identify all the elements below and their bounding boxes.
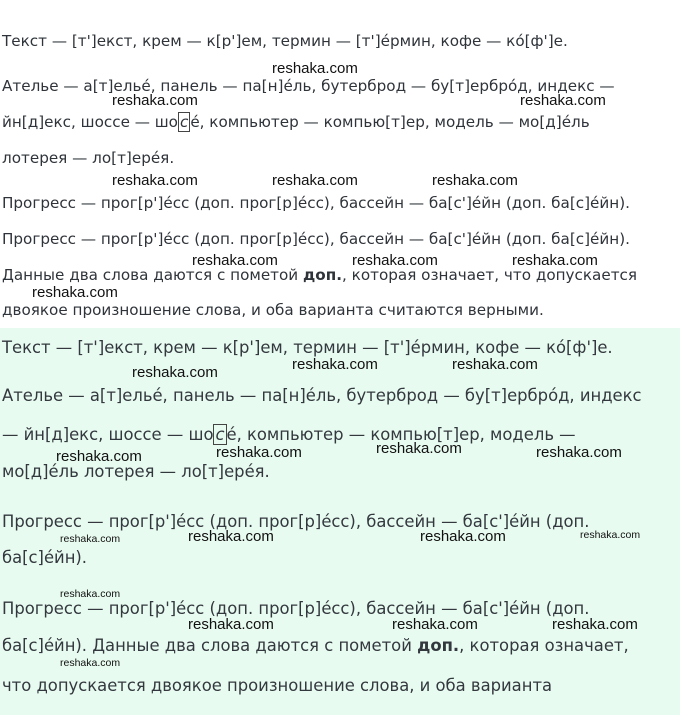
watermark: reshaka.com (432, 172, 518, 189)
text-line: двоякое произношение слова, и оба варианта считаются верными. (2, 301, 544, 319)
watermark: reshaka.com (272, 172, 358, 189)
bold-abbreviation: доп. (417, 636, 460, 655)
answer-section-1 (0, 0, 680, 328)
text-line (2, 113, 590, 131)
watermark: reshaka.com (188, 528, 274, 545)
watermark: reshaka.com (132, 364, 218, 381)
watermark: reshaka.com (580, 529, 641, 541)
text-line: ба[с]éйн). (2, 548, 88, 567)
watermark: reshaka.com (216, 444, 302, 461)
watermark: reshaka.com (452, 356, 538, 373)
text-fragment: , которая означает, (459, 636, 629, 655)
watermark: reshaka.com (56, 448, 142, 465)
answer-section-2 (0, 328, 680, 715)
text-line (2, 425, 576, 444)
text-line: Текст — [т']екст, крем — к[р']ем, термин — [т']éрмин, кофе — кó[ф']е. (2, 32, 568, 50)
text-fragment: é, компьютер — компью[т]ер, модель — (226, 425, 576, 444)
watermark: reshaka.com (60, 657, 121, 669)
text-line: лотерея — ло[т]ерéя. (2, 149, 175, 167)
watermark: reshaka.com (32, 284, 118, 301)
watermark: reshaka.com (376, 440, 462, 457)
watermark: reshaka.com (512, 252, 598, 269)
text-fragment: , которая означает, что допускается (341, 266, 638, 284)
bold-abbreviation: доп. (303, 266, 342, 284)
watermark: reshaka.com (420, 528, 506, 545)
watermark: reshaka.com (552, 616, 638, 633)
text-line: Прогресс — прог[р']éсс (доп. прог[р]éсс), бассейн — ба[с']éйн (доп. (2, 512, 590, 531)
text-fragment: Данные два слова даются с пометой (2, 266, 304, 284)
watermark: reshaka.com (188, 616, 274, 633)
boxed-letter: с (215, 425, 225, 444)
watermark: reshaka.com (272, 60, 358, 77)
text-line: Прогресс — прог[р']éсс (доп. прог[р]éсс), бассейн — ба[с']éйн (доп. ба[с]éйн). (2, 194, 630, 212)
text-line: Прогресс — прог[р']éсс (доп. прог[р]éсс), бассейн — ба[с']éйн (доп. ба[с]éйн). (2, 230, 630, 248)
text-line: Прогресс — прог[р']éсс (доп. прог[р]éсс), бассейн — ба[с']éйн (доп. (2, 599, 590, 618)
watermark: reshaka.com (112, 172, 198, 189)
text-fragment: йн[д]екс, шоссе — шо (2, 113, 178, 131)
boxed-letter: с (179, 113, 189, 131)
text-line: Ателье — а[т]ельé, панель — па[н]éль, бутерброд — бу[т]ербрóд, индекс — (2, 77, 615, 95)
watermark: reshaka.com (352, 252, 438, 269)
watermark: reshaka.com (192, 252, 278, 269)
watermark: reshaka.com (536, 444, 622, 461)
text-fragment: ба[с]éйн). Данные два слова даются с пометой (2, 636, 418, 655)
watermark: reshaka.com (520, 92, 606, 109)
watermark: reshaka.com (392, 616, 478, 633)
text-line: что допускается двоякое произношение слова, и оба варианта (2, 676, 553, 695)
watermark: reshaka.com (112, 92, 198, 109)
text-line: Текст — [т']екст, крем — к[р']ем, термин — [т']éрмин, кофе — кó[ф']е. (2, 338, 613, 357)
text-fragment: é, компьютер — компью[т]ер, модель — мо[д]éль (190, 113, 590, 131)
text-fragment: — йн[д]екс, шоссе — шо (2, 425, 214, 444)
text-line (2, 636, 629, 655)
watermark: reshaka.com (292, 356, 378, 373)
text-line: Ателье — а[т]ельé, панель — па[н]éль, бутерброд — бу[т]ербрóд, индекс (2, 386, 642, 405)
text-line: мо[д]éль лотерея — ло[т]ерéя. (2, 462, 270, 481)
watermark: reshaka.com (60, 533, 121, 545)
watermark: reshaka.com (60, 588, 121, 600)
